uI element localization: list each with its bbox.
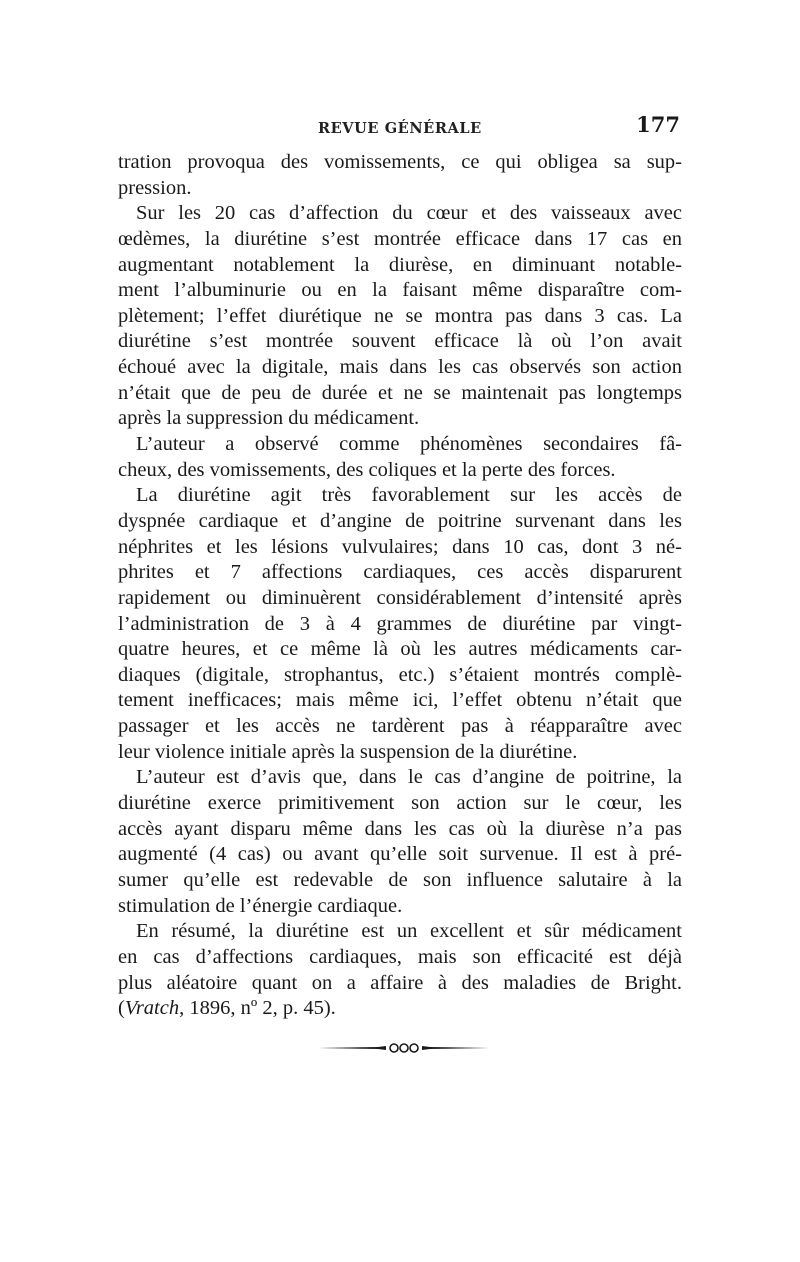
text-line: ment l’albuminurie ou en la faisant même disparaître com- <box>118 279 682 302</box>
text-line: augmenté (4 cas) ou avant qu’elle soit survenue. Il est à pré- <box>118 843 682 866</box>
end-of-article-ornament-icon <box>316 1040 492 1056</box>
paragraph-start-line: Sur les 20 cas d’affection du cœur et des vaisseaux avec <box>136 202 682 225</box>
text-line: dyspnée cardiaque et d’angine de poitrine survenant dans les <box>118 509 682 532</box>
paragraph-start-line: La diurétine agit très favorablement sur les accès de <box>136 484 682 507</box>
text-line: n’était que de peu de durée et ne se maintenait pas longtemps <box>118 381 682 404</box>
citation-open: ( <box>118 997 125 1020</box>
article-body <box>118 150 682 1022</box>
citation-line <box>118 996 682 1022</box>
text-line: l’administration de 3 à 4 grammes de diurétine par vingt- <box>118 612 682 635</box>
text-line: cheux, des vomissements, des coliques et la perte des forces. <box>118 458 616 481</box>
text-line: phrites et 7 affections cardiaques, ces accès disparurent <box>118 561 682 584</box>
text-line: échoué avec la digitale, mais dans les cas observés son action <box>118 356 682 379</box>
paragraph-start-line: En résumé, la diurétine est un excellent et sûr médicament <box>136 920 682 943</box>
citation-details: , 1896, nº 2, p. 45). <box>179 997 336 1020</box>
text-line: après la suppression du médicament. <box>118 407 420 430</box>
running-head <box>118 112 682 142</box>
text-line: tement inefficaces; mais même ici, l’effet obtenu n’était que <box>118 689 682 712</box>
text-line: quatre heures, et ce même là où les autres médicaments car- <box>118 638 682 661</box>
page-number: 177 <box>636 112 680 137</box>
text-line: passager et les accès ne tardèrent pas à réapparaître avec <box>118 715 682 738</box>
text-line: plus aléatoire quant on a affaire à des maladies de Bright. <box>118 971 682 994</box>
text-line: diurétine exerce primitivement son action sur le cœur, les <box>118 792 682 815</box>
text-line: sumer qu’elle est redevable de son influence salutaire à la <box>118 868 682 891</box>
text-line: accès ayant disparu même dans les cas où la diurèse n’a pas <box>118 817 682 840</box>
text-line: augmentant notablement la diurèse, en diminuant notable- <box>118 253 682 276</box>
text-line: diurétine s’est montrée souvent efficace là où l’on avait <box>118 330 682 353</box>
text-line: leur violence initiale après la suspension de la diurétine. <box>118 740 578 763</box>
text-line: rapidement ou diminuèrent considérablement d’intensité après <box>118 586 682 609</box>
text-line: néphrites et les lésions vulvulaires; dans 10 cas, dont 3 né- <box>118 535 682 558</box>
text-line: pression. <box>118 176 192 199</box>
running-head-title: REVUE GÉNÉRALE <box>318 120 482 137</box>
text-line: stimulation de l’énergie cardiaque. <box>118 894 403 917</box>
text-line: œdèmes, la diurétine s’est montrée efficace dans 17 cas en <box>118 227 682 250</box>
text-line: diaques (digitale, strophantus, etc.) s’étaient montrés complè- <box>118 663 682 686</box>
paragraph-start-line: L’auteur est d’avis que, dans le cas d’angine de poitrine, la <box>136 766 682 789</box>
text-line: en cas d’affections cardiaques, mais son efficacité est déjà <box>118 945 682 968</box>
paragraph-start-line: L’auteur a observé comme phénomènes secondaires fâ- <box>136 433 682 456</box>
text-line: plètement; l’effet diurétique ne se montra pas dans 3 cas. La <box>118 304 682 327</box>
text-line: tration provoqua des vomissements, ce qui obligea sa sup- <box>118 151 682 173</box>
citation-journal: Vratch <box>124 997 180 1020</box>
